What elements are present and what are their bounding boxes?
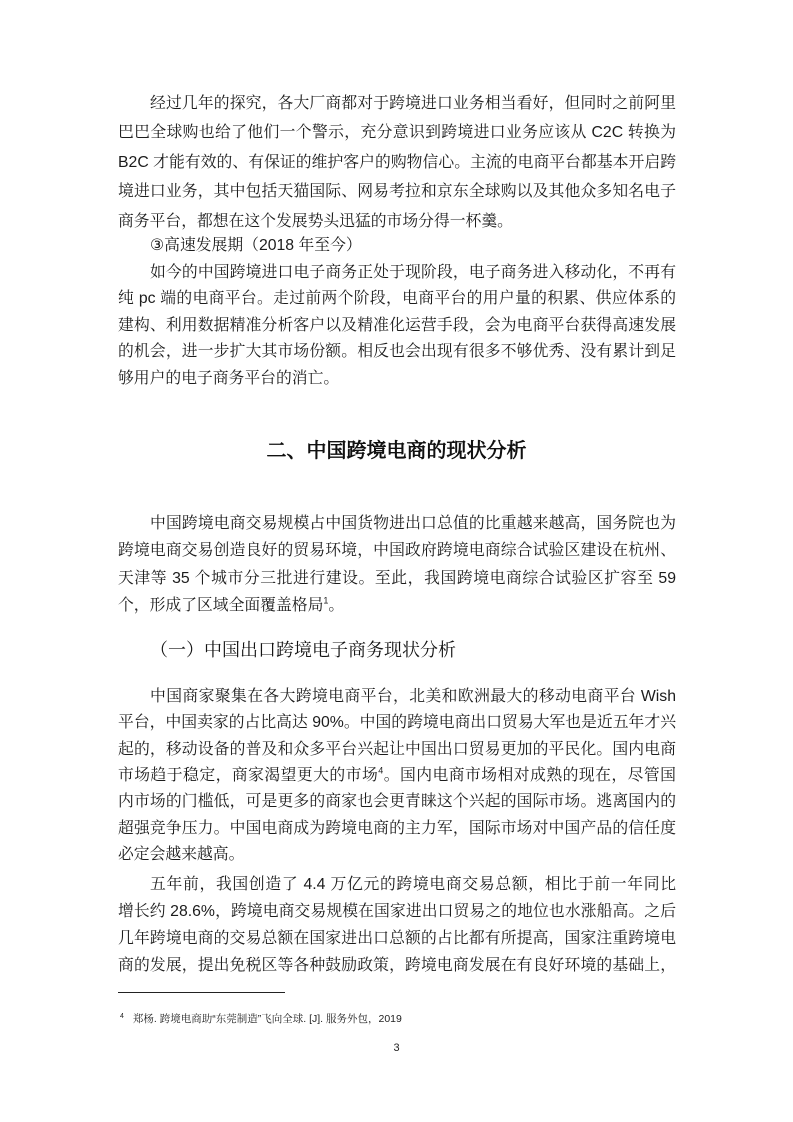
body-text-line: 的机会，进一步扩大其市场份额。相反也会出现有很多不够优秀、没有累计到足 (118, 343, 676, 360)
body-text-line: 中国商家聚集在各大跨境电商平台，北美和欧洲最大的移动电商平台 Wish (150, 688, 676, 705)
body-text-segment: 市场趋于稳定，商家渴望更大的市场 (118, 767, 379, 784)
body-text-line: 跨境电商交易创造良好的贸易环境，中国政府跨境电商综合试验区建设在杭州、 (118, 542, 676, 559)
footnote-divider (118, 992, 285, 993)
body-text-line: 内市场的门槛低，可是更多的商家也会更青睐这个兴起的国际市场。逃离国内的 (118, 793, 676, 810)
section-heading: 二、中国跨境电商的现状分析 (266, 440, 527, 462)
body-text-line: 中国跨境电商交易规模占中国货物进出口总值的比重越来越高，国务院也为 (150, 515, 676, 532)
footnote-reference[interactable]: 1 (323, 595, 329, 606)
body-text-line: 平台，中国卖家的占比高达 90%。中国的跨境电商出口贸易大军也是近五年才兴 (118, 714, 676, 731)
body-text-line: 五年前，我国创造了 4.4 万亿元的跨境电商交易总额，相比于前一年同比 (150, 876, 676, 893)
body-text-line: 纯 pc 端的电商平台。走过前两个阶段，电商平台的用户量的积累、供应体系的 (118, 290, 676, 307)
footnote (118, 1011, 402, 1027)
subsection-heading: （一）中国出口跨境电子商务现状分析 (150, 640, 456, 660)
body-text-line: 够用户的电子商务平台的消亡。 (118, 370, 340, 387)
body-text-line: 建构、利用数据精准分析客户以及精准化运营手段，会为电商平台获得高速发展 (118, 317, 676, 334)
footnote-reference[interactable]: 4 (378, 765, 384, 776)
body-text-line: 几年跨境电商的交易总额在国家进出口总额的占比都有所提高，国家注重跨境电 (118, 930, 676, 947)
body-text-line: 商务平台，都想在这个发展势头迅猛的市场分得一杯羹。 (118, 213, 513, 230)
body-text-segment: 个，形成了区域全面覆盖格局 (118, 597, 324, 614)
body-text-line: 天津等 35 个城市分三批进行建设。至此，我国跨境电商综合试验区扩容至 59 (118, 570, 676, 587)
body-text-line: B2C 才能有效的、有保证的维护客户的购物信心。主流的电商平台都基本开启跨 (118, 154, 676, 171)
page-number: 3 (393, 1042, 400, 1054)
body-text-line (118, 765, 676, 787)
body-text-line: 巴巴全球购也给了他们一个警示，充分意识到跨境进口业务应该从 C2C 转换为 (118, 124, 676, 141)
phase-label: ③高速发展期（2018 年至今） (150, 237, 362, 254)
footnote-text: 郑杨. 跨境电商助“东莞制造”飞向全球. [J]. 服务外包，2019 (132, 1013, 402, 1025)
body-text-line: 增长约 28.6%，跨境电商交易规模在国家进出口贸易之的地位也水涨船高。之后 (118, 903, 676, 920)
body-text-line: 超强竞争压力。中国电商成为跨境电商的主力军，国际市场对中国产品的信任度 (118, 820, 676, 837)
body-text-line: 经过几年的探究，各大厂商都对于跨境进口业务相当看好，但同时之前阿里 (150, 95, 676, 112)
footnote-marker: 4 (120, 1012, 124, 1020)
body-text-segment: 。国内电商市场相对成熟的现在，尽管国 (383, 767, 676, 784)
body-text-line: 起的，移动设备的普及和众多平台兴起让中国出口贸易更加的平民化。国内电商 (118, 741, 676, 758)
body-text-line: 如今的中国跨境进口电子商务正处于现阶段，电子商务进入移动化，不再有 (150, 264, 676, 281)
body-text-line (118, 595, 676, 617)
body-text-line: 境进口业务，其中包括天猫国际、网易考拉和京东全球购以及其他众多知名电子 (118, 183, 676, 200)
body-text-segment: 。 (328, 597, 345, 614)
body-text-line: 商的发展，提出免税区等各种鼓励政策，跨境电商发展在有良好环境的基础上， (118, 957, 676, 974)
body-text-line: 必定会越来越高。 (118, 846, 245, 863)
